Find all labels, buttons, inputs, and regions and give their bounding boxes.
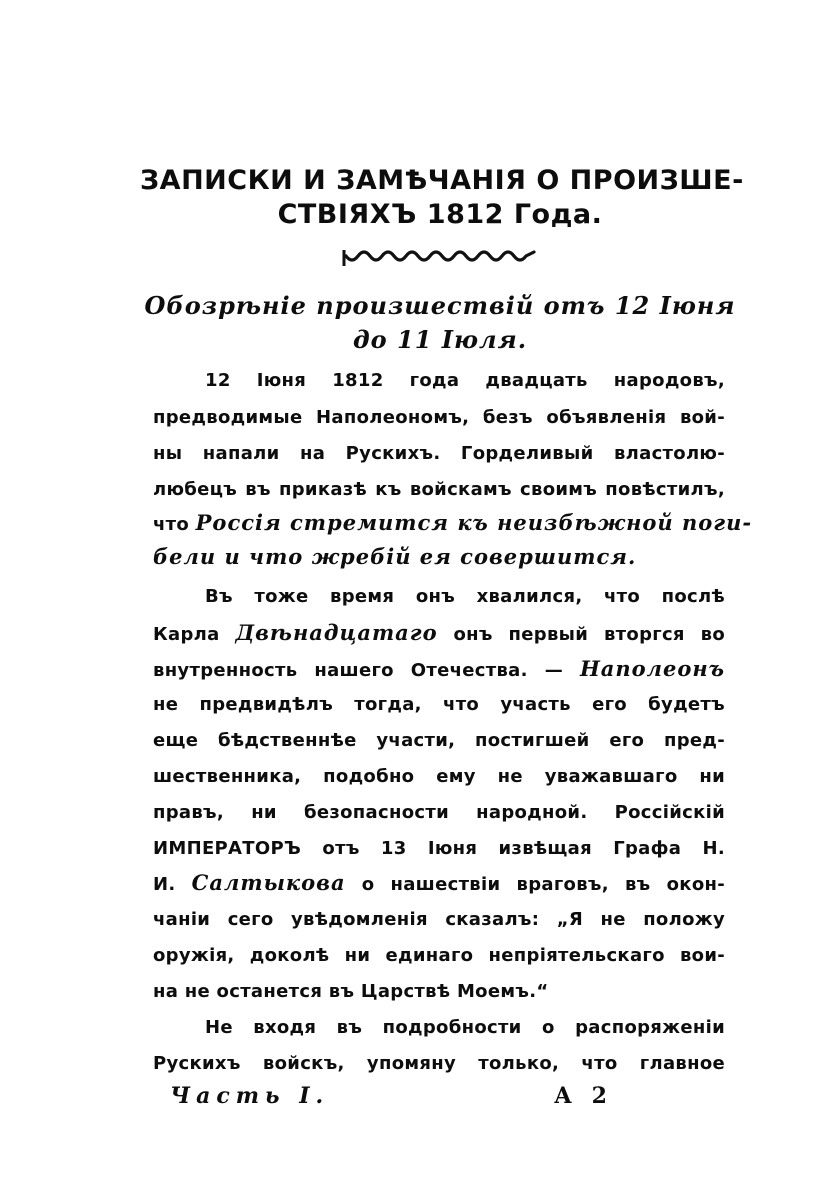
body-line-3: ны напали на Рускихъ. Горделивый властолю-	[153, 443, 725, 464]
body-line-16: чаніи сего увѣдомленія сказалъ: „Я не положу	[153, 909, 725, 930]
body-line-9	[153, 656, 725, 684]
body-line-18: на не останется въ Царствѣ Моемъ.“	[153, 981, 549, 1002]
body-line-14: ИМПЕРАТОРЪ отъ 13 Іюня извѣщая Графа Н.	[153, 838, 725, 859]
body-line-19: Не входя въ подробности о распоряженіи	[205, 1017, 725, 1038]
body-line-15	[153, 870, 725, 898]
emphasized-name: Салтыкова	[191, 870, 346, 895]
signature-mark-sheet: А 2	[554, 1083, 607, 1109]
body-line-5	[153, 510, 753, 538]
body-line-4: любецъ въ приказѣ къ войскамъ своимъ повѣстилъ,	[153, 479, 725, 500]
emphasized-name: Наполеонъ	[579, 656, 725, 681]
title-line-1: ЗАПИСКИ И ЗАМѢЧАНІЯ О ПРОИЗШЕ-	[140, 165, 744, 196]
body-line-7: Въ тоже время онъ хвалился, что послѣ	[205, 586, 725, 607]
body-text: о нашествіи враговъ, въ окон-	[361, 874, 725, 895]
body-line-20: Рускихъ войскъ, упомяну только, что главное	[153, 1053, 725, 1074]
body-line-13: правъ, ни безопасности народной. Россійскій	[153, 802, 725, 823]
body-line-1: 12 Іюня 1812 года двадцать народовъ,	[205, 370, 725, 391]
body-line-6: бели и что жребій ея совершится.	[153, 544, 637, 569]
body-line-11: еще бѣдственнѣе участи, постигшей его пред-	[153, 730, 725, 751]
body-line-12: шественника, подобно ему не уважавшаго ни	[153, 766, 725, 787]
subtitle-line-2: до 11 Іюля.	[352, 325, 528, 354]
body-text: Карла	[153, 624, 220, 645]
emphasized-name: Двѣнадцатаго	[235, 620, 438, 645]
title-line-2: СТВІЯХЪ 1812 Года.	[277, 199, 603, 230]
body-text: онъ первый вторгся во	[453, 624, 725, 645]
body-line-17: оружія, доколѣ ни единаго непріятельскаго вои-	[153, 945, 725, 966]
decorative-rule-ornament	[342, 246, 542, 270]
body-text: внутренность нашего Отечества. —	[153, 660, 563, 681]
body-line-8	[153, 620, 725, 648]
body-line-10: не предвидѣлъ тогда, что участь его будетъ	[153, 694, 725, 715]
subtitle-line-1: Обозрѣніе произшествій отъ 12 Іюня	[144, 291, 736, 320]
body-text: И.	[153, 874, 176, 895]
signature-mark-part: Часть I.	[170, 1083, 330, 1109]
body-line-2: предводимые Наполеономъ, безъ объявленія вой-	[153, 407, 725, 428]
emphasized-quote: Россія стремится къ неизбѣжной поги-	[195, 510, 753, 535]
body-text: что	[153, 514, 190, 535]
